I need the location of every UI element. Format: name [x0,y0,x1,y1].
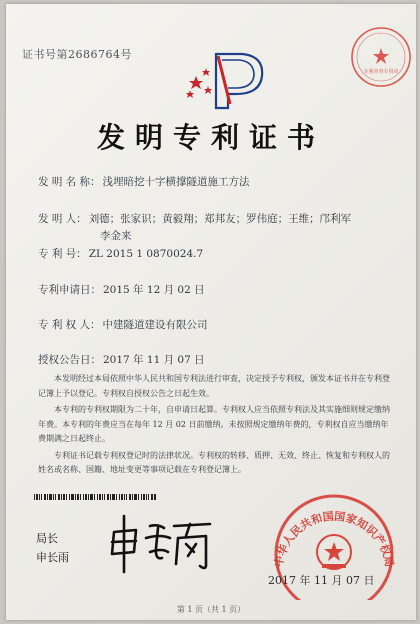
field-application-date: 专利申请日： 2015 年 12 月 02 日 [38,284,205,296]
certificate-body [38,372,392,478]
body-paragraph: 本专利的专利权期限为二十年，自申请日起算。专利权人应当依照专利法及其实施细则规定缴纳年费。本专利的年费应当在每年 12 月 02 日前缴纳。未按照规定缴纳年费的，专利权自应当缴纳年费期满之日起终止。 [38,405,390,443]
field-inventors: 发 明 人： 刘德；张家识；黄毅翔；郑邦友；罗伟庭；王维；邝利军 [38,213,352,225]
national-emblem-icon [317,535,351,569]
seal-text: 中华人民共和国国家知识产权局 [272,509,396,568]
field-patent-number: 专 利 号： ZL 2015 1 0870024.7 [38,248,204,260]
signature-title: 局长 [36,532,58,545]
page-footer: 第 1 页（共 1 页） [176,605,246,614]
seal-date: 2017 年 11 月 07 日 [268,574,375,587]
field-patentee: 专 利 权 人： 中建隧道建设有限公司 [38,319,208,331]
certificate-number: 证书号第2686764号 [22,48,132,61]
handwritten-signature [106,508,216,580]
field-inventors-continued: 李金来 [100,230,132,242]
field-grant-date: 授权公告日： 2017 年 11 月 07 日 [38,354,205,366]
top-seal-text: 专利审查专用章 [363,69,399,75]
signature-name: 申长雨 [36,551,69,564]
barcode [34,494,156,500]
body-paragraph: 专利证书记载专利权登记时的法律状况。专利权的转移、质押、无效、终止、恢复和专利权人的姓名或名称、国籍、地址变更等事项记载在专利登记簿上。 [38,450,390,474]
field-invention-name: 发 明 名 称： 浅埋暗挖十字横撑隧道施工方法 [38,176,250,188]
patent-office-emblem-icon [178,44,268,114]
body-paragraph: 本发明经过本局依照中华人民共和国专利法进行审查，决定授予专利权，颁发本证书并在专利登记簿上予以登记。专利权自授权公告之日起生效。 [38,374,390,398]
page-title: 发明专利证书 [96,121,325,154]
patent-certificate [6,4,416,620]
review-seal-stamp [350,26,412,88]
